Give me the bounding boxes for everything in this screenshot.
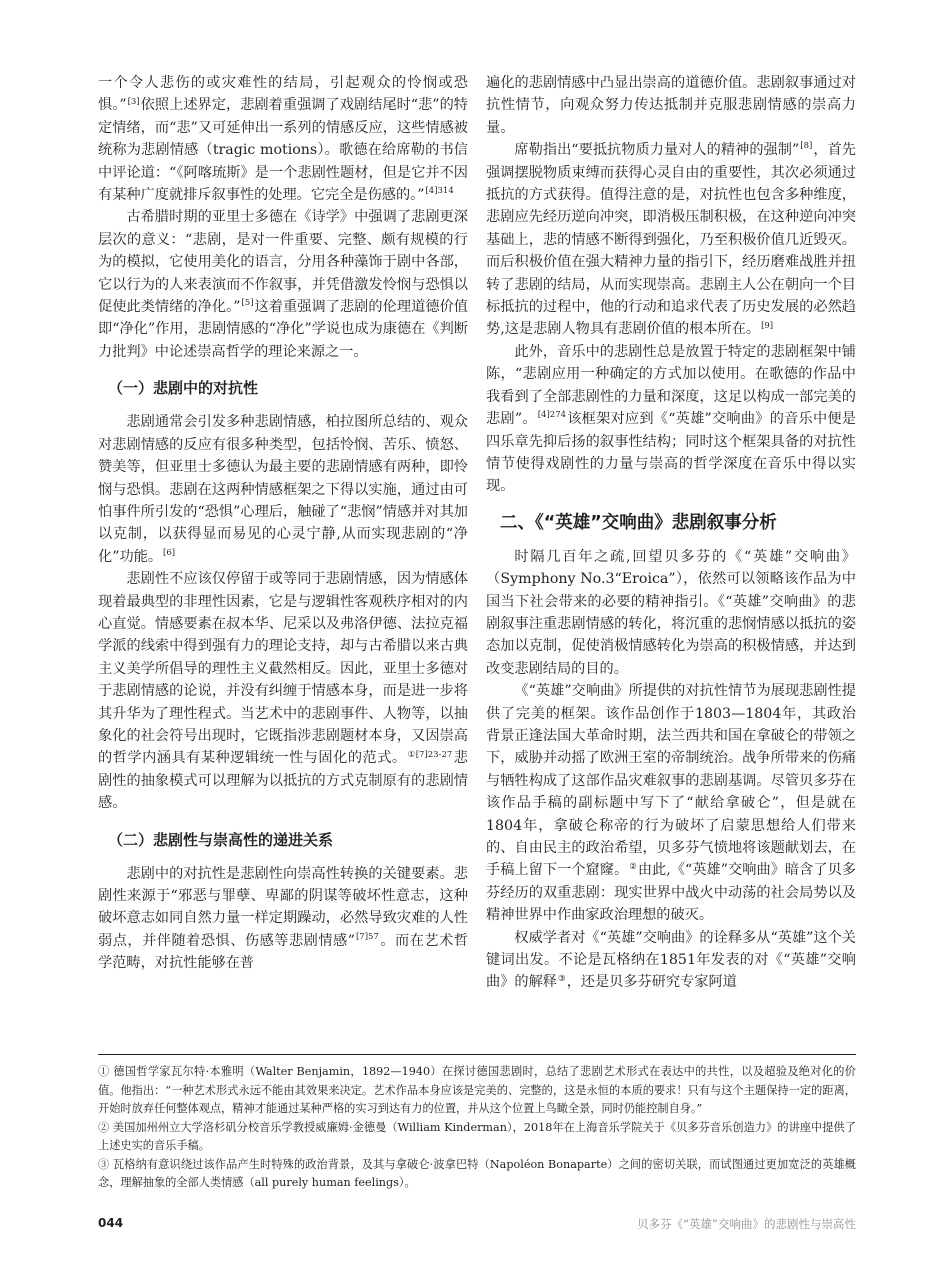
footnotes [98,1054,856,1193]
paragraph: 遍化的悲剧情感中凸显出崇高的道德价值。悲剧叙事通过对抗性情节，向观众努力传达抵制并克服悲剧情感的崇高力量。 [486,75,856,136]
citation-mark: [4]314 [425,186,454,197]
citation-mark: [6] [163,547,176,558]
footnote: ① 德国哲学家瓦尔特·本雅明（Walter Benjamin，1892—1940）在探讨德国悲剧时，总结了悲剧艺术形式在表达中的共性，以及超验及绝对化的价值。他指出：“一种艺术形式永远不能由其效果来决定。艺术作品本身应该是完美的、完整的，这是永恒的本质的要求！只有与这个主题保持一定的距离，开始时放弃任何整体观点，精神才能通过某种严格的实习到达有力的位置，并从这个位置上鸟瞰全景，同时仍能控制自身。” [98,1065,856,1115]
paragraph: 此外，音乐中的悲剧性总是放置于特定的悲剧框架中铺陈，“悲剧应用一种确定的方式加以使用。在歌德的作品中我看到了全部悲剧性的力量和深度，这足以构成一部完美的悲剧”。$^{[4]274}$该框架对应到《“英雄”交响曲》的音乐中便是四乐章先抑后扬的叙事性结构；同时这个框架具备的对抗性情节使得戏剧性的力量与崇高的哲学深度在音乐中得以实现。 [486,343,856,495]
subsection-heading-2: （二）悲剧性与崇高性的递进关系 [108,830,334,849]
citation-mark: [3] [127,96,140,107]
footnote-mark: ③ [557,973,566,984]
citation-mark: [8] [800,141,813,152]
paragraph: 权威学者对《“英雄”交响曲》的诠释多从“英雄”这个关键词出发。不论是瓦格纳在1851年发表的对《“英雄”交响曲》的解释③，还是贝多芬研究专家阿道 [486,929,856,991]
paragraph: 悲剧通常会引发多种悲剧情感，柏拉图所总结的、观众对悲剧情感的反应有很多种类型，包括怜悯、苦乐、愤怒、赞美等，但亚里士多德认为最主要的悲剧情感有两种，即怜悯与恐惧。悲剧在这两种情感框架之下得以实施，通过由可怕事件所引发的“恐惧”心理后，触碰了“悲悯”情感并对其加以克制，以获得显而易见的心灵宁静,从而实现悲剧的“净化”功能。[6] [98,414,468,565]
right-column [486,72,856,994]
citation-mark: ①[7]23-27 [407,749,453,760]
left-column [98,72,468,975]
subsection-heading-1: （一）悲剧中的对抗性 [108,379,259,398]
citation-mark: [7]57 [355,932,379,943]
page-number: 044 [98,1216,124,1230]
paragraph: 古希腊时期的亚里士多德在《诗学》中强调了悲剧更深层次的意义：“悲剧，是对一件重要、完整、颇有规模的行为的模拟，它使用美化的语言，分用各种藻饰于剧中各部，它以行为的人来表演而不作叙事，并凭借激发怜悯与恐惧以促使此类情绪的净化。”[5]这着重强调了悲剧的伦理道德价值即“净化”作用，悲剧情感的“净化”学说也成为康德在《判断力批判》中论述崇高哲学的理论来源之一。 [98,209,468,360]
paragraph: 《“英雄”交响曲》所提供的对抗性情节为展现悲剧性提供了完美的框架。该作品创作于1803—1804年，其政治背景正逢法国大革命时期，法兰西共和国在拿破仑的带领之下，威胁并动摇了欧洲王室的帝制统治。战争所带来的伤痛与牺牲构成了这部作品灾难叙事的悲剧基调。尽管贝多芬在该作品手稿的副标题中写下了“献给拿破仑”，但是就在1804年，拿破仑称帝的行为破坏了启蒙思想给人们带来的、自由民主的政治希望，贝多芬气愤地将该题献划去，在手稿上留下一个窟窿。②由此,《“英雄”交响曲》暗含了贝多芬经历的双重悲剧：现实世界中战火中动荡的社会局势以及精神世界中作曲家政治理想的破灭。 [486,683,856,924]
paragraph: 悲剧中的对抗性是悲剧性向崇高性转换的关键要素。悲剧性来源于“邪恶与罪孽、卑鄙的阴谋等破坏性意志，这种破坏意志如同自然力量一样定期躁动，必然导致灾难的人性弱点，并伴随着恐惧、伤感等悲剧情感”$^{[7]57}$。而在艺术哲学范畴，对抗性能够在普 [98,865,468,972]
citation-mark: [9] [761,320,774,331]
footnote-mark: ② [629,861,637,872]
citation-mark: [4]274 [537,410,567,421]
paragraph: 席勒指出“要抵抗物质力量对人的精神的强制”[8]，首先强调摆脱物质束缚而获得心灵自由的重要性，其次必须通过抵抗的方式获得。值得注意的是，对抗性也包含多种维度，悲剧应先经历逆向冲突，即消极压制积极，在这种逆向冲突基础上，悲的情感不断得到强化，乃至积极价值几近毁灭。而后积极价值在强大精神力量的指引下，经历磨难战胜并扭转了悲剧的结局，从而实现崇高。悲剧主人公在朝向一个目标抵抗的过程中，他的行动和追求代表了历史发展的必然趋势,这是悲剧人物具有悲剧价值的根本所在。[9] [486,141,856,338]
running-title: 贝多芬《“英雄”交响曲》的悲剧性与崇高性 [637,1217,856,1231]
paragraph: 一个令人悲伤的或灾难性的结局，引起观众的怜悯或恐惧。”[3]依照上述界定，悲剧着重强调了戏剧结尾时“悲”的特定情绪，而“悲”又可延伸出一系列的情感反应，这些情感被统称为悲剧情感（tragic motions）。歌德在给席勒的书信中评论道：“《阿喀琉斯》是一个悲剧性题材，但是它并不因有某种广度就排斥叙事性的处理。它完全是伤感的。”$^{[4]314}$ [98,75,468,204]
footnote: ② 美国加州州立大学洛杉矶分校音乐学教授威廉姆·金德曼（William Kinderman），2018年在上海音乐学院关于《贝多芬音乐创造力》的讲座中提供了上述史实的音乐手稿。 [98,1120,856,1152]
citation-mark: [5] [241,298,254,309]
paragraph: 悲剧性不应该仅停留于或等同于悲剧情感，因为情感体现着最典型的非理性因素，它是与逻辑性客观秩序相对的内心直觉。情感要素在叔本华、尼采以及弗洛伊德、法拉克福学派的线索中得到强有力的理论支持，却与古希腊以来古典主义美学所倡导的理性主义截然相反。因此，亚里士多德对于悲剧情感的论说，并没有纠缠于情感本身，而是进一步将其升华为了理性程式。当艺术中的悲剧事件、人物等，以抽象化的社会符号出现时，它既指涉悲剧题材本身，又因崇高的哲学内涵具有某种逻辑统一性与固化的范式。$^{①[7]23-27}$悲剧性的抽象模式可以理解为以抵抗的方式克制原有的悲剧情感。 [98,571,468,812]
section-heading: 二、《“英雄”交响曲》悲剧叙事分析 [500,512,777,533]
footnote: ③ 瓦格纳有意识绕过该作品产生时特殊的政治背景，及其与拿破仑·波拿巴特（Napoléon Bonaparte）之间的密切关联，而试图通过更加宽泛的英雄概念，理解抽象的全部人类情感（all purely human feelings）。 [98,1157,856,1189]
paragraph: 时隔几百年之疏,回望贝多芬的《“英雄”交响曲》（Symphony No.3“Eroica”），依然可以领略该作品为中国当下社会带来的必要的精神指引。《“英雄”交响曲》的悲剧叙事注重悲剧情感的转化，将沉重的悲悯情感以抵抗的姿态加以克制，促使消极情感转化为崇高的积极情感，并达到改变悲剧结局的目的。 [486,548,856,677]
